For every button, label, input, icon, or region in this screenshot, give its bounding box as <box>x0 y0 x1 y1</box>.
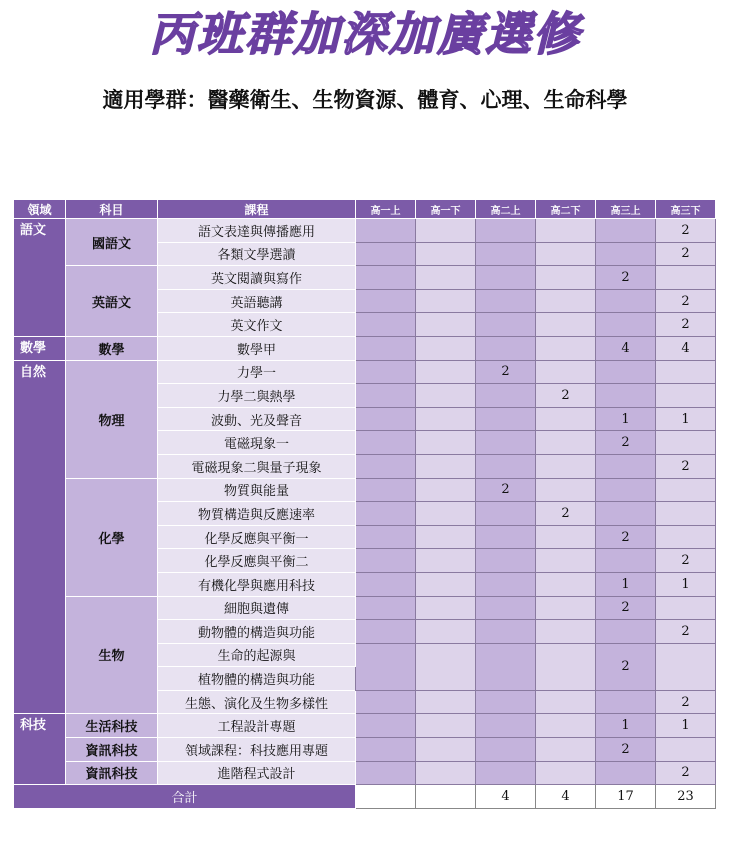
semester-cell <box>416 242 476 266</box>
semester-cell <box>596 384 656 408</box>
semester-cell <box>356 219 416 243</box>
course-cell: 進階程式設計 <box>158 761 356 785</box>
semester-cell <box>356 360 416 384</box>
course-cell: 英文作文 <box>158 313 356 337</box>
course-cell: 電磁現象一 <box>158 431 356 455</box>
table-row <box>14 714 716 738</box>
header-sem: 高三上 <box>596 200 656 219</box>
semester-cell: 2 <box>656 219 716 243</box>
semester-cell <box>536 525 596 549</box>
semester-cell: 2 <box>656 242 716 266</box>
course-cell: 波動、光及聲音 <box>158 407 356 431</box>
semester-cell: 2 <box>656 313 716 337</box>
semester-cell: 2 <box>596 738 656 762</box>
course-cell: 英語聽講 <box>158 289 356 313</box>
semester-cell <box>356 478 416 502</box>
course-cell: 語文表達與傳播應用 <box>158 219 356 243</box>
semester-cell <box>596 620 656 644</box>
semester-cell: 1 <box>596 407 656 431</box>
header-subject: 科目 <box>66 200 158 219</box>
semester-cell <box>476 242 536 266</box>
semester-cell <box>476 525 536 549</box>
semester-cell <box>416 384 476 408</box>
semester-cell <box>596 242 656 266</box>
semester-cell <box>416 738 476 762</box>
table-row <box>14 596 716 620</box>
semester-cell <box>536 407 596 431</box>
semester-cell <box>356 242 416 266</box>
domain-cell: 自然 <box>14 360 66 714</box>
course-cell: 細胞與遺傳 <box>158 596 356 620</box>
semester-cell: 1 <box>656 572 716 596</box>
total-row <box>14 785 716 809</box>
semester-cell <box>416 431 476 455</box>
semester-cell <box>476 549 536 573</box>
semester-cell <box>356 502 416 526</box>
course-cell: 動物體的構造與功能 <box>158 620 356 644</box>
semester-cell <box>596 289 656 313</box>
semester-cell <box>476 761 536 785</box>
semester-cell <box>416 478 476 502</box>
table-row <box>14 360 716 384</box>
semester-cell: 2 <box>596 596 656 620</box>
semester-cell <box>656 525 716 549</box>
semester-cell: 2 <box>656 690 716 714</box>
semester-cell <box>476 620 536 644</box>
semester-cell: 2 <box>656 454 716 478</box>
semester-cell <box>476 313 536 337</box>
semester-cell <box>416 360 476 384</box>
semester-cell <box>356 289 416 313</box>
course-table <box>13 199 716 809</box>
semester-cell <box>476 738 536 762</box>
semester-cell <box>536 219 596 243</box>
page-title: 丙班群加深加廣選修 <box>149 7 581 61</box>
semester-cell <box>356 549 416 573</box>
semester-cell <box>356 266 416 290</box>
table-row <box>14 738 716 762</box>
course-cell: 領域課程：科技應用專題 <box>158 738 356 762</box>
header-sem: 高二上 <box>476 200 536 219</box>
semester-cell <box>536 690 596 714</box>
course-cell: 英文閱讀與寫作 <box>158 266 356 290</box>
semester-cell <box>596 549 656 573</box>
semester-cell <box>536 478 596 502</box>
course-cell: 各類文學選讀 <box>158 242 356 266</box>
subject-cell: 資訊科技 <box>66 738 158 762</box>
total-cell: 4 <box>476 785 536 809</box>
total-cell: 4 <box>536 785 596 809</box>
semester-cell: 2 <box>596 266 656 290</box>
course-cell: 物質構造與反應速率 <box>158 502 356 526</box>
semester-cell: 2 <box>596 525 656 549</box>
subject-cell: 物理 <box>66 360 158 478</box>
semester-cell: 4 <box>596 336 656 360</box>
subject-cell: 國語文 <box>66 219 158 266</box>
semester-cell <box>596 478 656 502</box>
semester-cell <box>596 454 656 478</box>
header-course: 課程 <box>158 200 356 219</box>
semester-cell <box>416 454 476 478</box>
semester-cell <box>416 620 476 644</box>
semester-cell <box>476 407 536 431</box>
semester-cell: 2 <box>656 761 716 785</box>
semester-cell <box>536 714 596 738</box>
semester-cell <box>416 336 476 360</box>
course-cell: 工程設計專題 <box>158 714 356 738</box>
course-cell: 數學甲 <box>158 336 356 360</box>
semester-cell <box>536 289 596 313</box>
subject-cell: 生物 <box>66 596 158 714</box>
header-row <box>14 200 716 219</box>
semester-cell <box>356 761 416 785</box>
semester-cell <box>656 266 716 290</box>
semester-cell <box>416 407 476 431</box>
semester-cell <box>416 549 476 573</box>
course-cell: 力學二與熱學 <box>158 384 356 408</box>
semester-cell: 4 <box>656 336 716 360</box>
total-cell: 23 <box>656 785 716 809</box>
semester-cell <box>476 596 536 620</box>
semester-cell <box>356 620 416 644</box>
course-cell: 有機化學與應用科技 <box>158 572 356 596</box>
semester-cell: 1 <box>596 714 656 738</box>
semester-cell <box>536 266 596 290</box>
course-cell: 化學反應與平衡二 <box>158 549 356 573</box>
total-label: 合計 <box>14 785 356 809</box>
page-subtitle: 適用學群：醫藥衛生、生物資源、體育、心理、生命科學 <box>102 88 628 112</box>
semester-cell <box>536 620 596 644</box>
header-domain: 領域 <box>14 200 66 219</box>
semester-cell <box>476 502 536 526</box>
semester-cell <box>596 313 656 337</box>
total-cell <box>416 785 476 809</box>
semester-cell: 2 <box>656 620 716 644</box>
semester-cell <box>476 690 536 714</box>
semester-cell <box>416 313 476 337</box>
semester-cell <box>416 289 476 313</box>
semester-cell <box>536 738 596 762</box>
table-row <box>14 761 716 785</box>
header-sem: 高一下 <box>416 200 476 219</box>
semester-cell <box>536 454 596 478</box>
semester-cell <box>416 714 476 738</box>
semester-cell: 2 <box>656 289 716 313</box>
semester-cell <box>416 572 476 596</box>
semester-cell <box>656 643 716 690</box>
subject-cell: 生活科技 <box>66 714 158 738</box>
semester-cell <box>416 525 476 549</box>
course-cell: 力學一 <box>158 360 356 384</box>
total-cell <box>356 785 416 809</box>
semester-cell <box>476 266 536 290</box>
semester-cell <box>656 596 716 620</box>
semester-cell <box>536 596 596 620</box>
semester-cell <box>356 643 416 690</box>
subject-cell: 英語文 <box>66 266 158 337</box>
semester-cell <box>356 384 416 408</box>
subject-cell: 資訊科技 <box>66 761 158 785</box>
semester-cell <box>536 643 596 690</box>
course-cell: 生態、演化及生物多樣性 <box>158 690 356 714</box>
semester-cell: 1 <box>656 407 716 431</box>
semester-cell <box>536 336 596 360</box>
semester-cell <box>356 336 416 360</box>
semester-cell <box>476 336 536 360</box>
semester-cell <box>476 384 536 408</box>
semester-cell <box>476 431 536 455</box>
semester-cell <box>476 289 536 313</box>
semester-cell <box>416 643 476 690</box>
semester-cell <box>356 407 416 431</box>
semester-cell <box>476 219 536 243</box>
course-cell: 化學反應與平衡一 <box>158 525 356 549</box>
semester-cell <box>416 690 476 714</box>
semester-cell <box>596 761 656 785</box>
semester-cell <box>536 360 596 384</box>
semester-cell: 2 <box>536 384 596 408</box>
semester-cell: 2 <box>596 431 656 455</box>
header-sem: 高一上 <box>356 200 416 219</box>
semester-cell <box>356 690 416 714</box>
header-sem: 高三下 <box>656 200 716 219</box>
semester-cell <box>536 761 596 785</box>
semester-cell <box>416 219 476 243</box>
header-sem: 高二下 <box>536 200 596 219</box>
domain-cell: 科技 <box>14 714 66 785</box>
domain-cell: 數學 <box>14 336 66 360</box>
course-cell: 植物體的構造與功能 <box>158 667 356 691</box>
semester-cell: 2 <box>656 549 716 573</box>
semester-cell <box>536 242 596 266</box>
semester-cell <box>656 738 716 762</box>
semester-cell <box>656 478 716 502</box>
semester-cell <box>416 761 476 785</box>
semester-cell: 1 <box>656 714 716 738</box>
semester-cell <box>356 454 416 478</box>
semester-cell <box>356 596 416 620</box>
semester-cell <box>596 502 656 526</box>
semester-cell <box>416 266 476 290</box>
semester-cell <box>356 714 416 738</box>
semester-cell <box>356 313 416 337</box>
semester-cell <box>476 454 536 478</box>
semester-cell <box>656 431 716 455</box>
semester-cell <box>476 714 536 738</box>
semester-cell <box>476 643 536 690</box>
semester-cell <box>536 313 596 337</box>
semester-cell <box>356 431 416 455</box>
subject-cell: 化學 <box>66 478 158 596</box>
semester-cell <box>596 360 656 384</box>
semester-cell: 2 <box>596 643 656 690</box>
semester-cell <box>536 549 596 573</box>
semester-cell <box>536 431 596 455</box>
semester-cell <box>536 572 596 596</box>
course-cell: 電磁現象二與量子現象 <box>158 454 356 478</box>
semester-cell <box>656 384 716 408</box>
course-cell: 物質與能量 <box>158 478 356 502</box>
table-row <box>14 266 716 290</box>
table-row <box>14 219 716 243</box>
semester-cell <box>656 360 716 384</box>
semester-cell <box>356 738 416 762</box>
semester-cell <box>356 525 416 549</box>
semester-cell <box>356 572 416 596</box>
semester-cell: 2 <box>476 478 536 502</box>
semester-cell <box>416 596 476 620</box>
course-cell: 生命的起源與 <box>158 643 356 667</box>
domain-cell: 語文 <box>14 219 66 337</box>
semester-cell <box>476 572 536 596</box>
semester-cell <box>596 219 656 243</box>
semester-cell: 2 <box>476 360 536 384</box>
table-row <box>14 478 716 502</box>
total-cell: 17 <box>596 785 656 809</box>
subject-cell: 數學 <box>66 336 158 360</box>
semester-cell <box>596 690 656 714</box>
semester-cell <box>656 502 716 526</box>
semester-cell: 1 <box>596 572 656 596</box>
semester-cell <box>416 502 476 526</box>
semester-cell: 2 <box>536 502 596 526</box>
table-row <box>14 336 716 360</box>
